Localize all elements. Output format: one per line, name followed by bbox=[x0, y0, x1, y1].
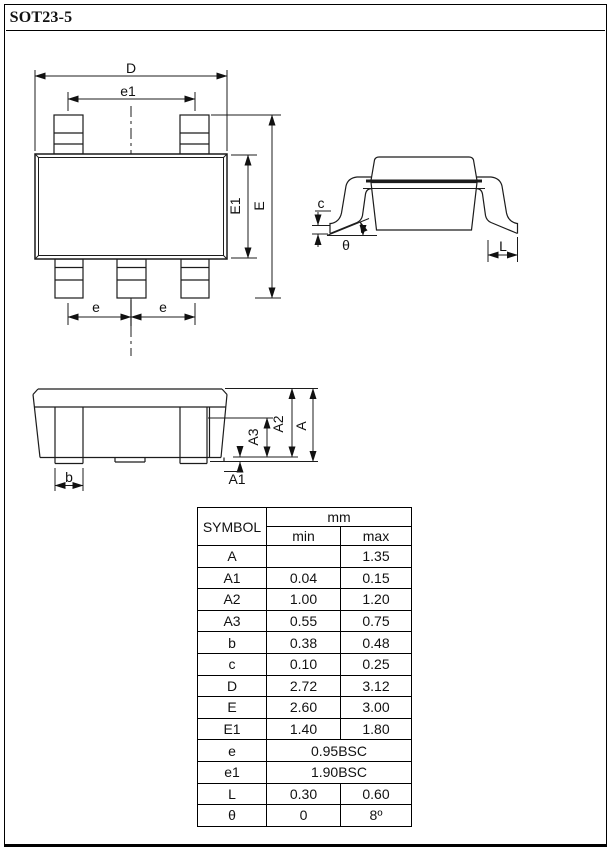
cell-symbol: A bbox=[198, 546, 267, 568]
cell-max: 8º bbox=[341, 805, 412, 827]
header-max: max bbox=[341, 527, 412, 546]
cell-min: 1.40 bbox=[267, 718, 341, 740]
label-A: A bbox=[293, 421, 309, 431]
label-theta: θ bbox=[342, 237, 350, 253]
header-min: min bbox=[267, 527, 341, 546]
table-row bbox=[198, 567, 412, 589]
table-row bbox=[198, 761, 412, 783]
label-E: E bbox=[251, 201, 267, 211]
pin-top-right bbox=[180, 115, 209, 154]
cell-max: 0.25 bbox=[341, 653, 412, 675]
cell-min: 0.38 bbox=[267, 632, 341, 654]
cell-symbol: c bbox=[198, 653, 267, 675]
table-row bbox=[198, 675, 412, 697]
cell-symbol: b bbox=[198, 632, 267, 654]
cell-max: 3.00 bbox=[341, 697, 412, 719]
table-row bbox=[198, 718, 412, 740]
cell-symbol: θ bbox=[198, 805, 267, 827]
cell-symbol: D bbox=[198, 675, 267, 697]
table-row bbox=[198, 740, 412, 762]
dim-A1 bbox=[224, 447, 240, 472]
lead-left bbox=[330, 177, 372, 234]
cell-min: 0 bbox=[267, 805, 341, 827]
pin-bottom-right bbox=[181, 259, 209, 298]
cell-min bbox=[267, 546, 341, 568]
header-unit: mm bbox=[267, 508, 412, 527]
cell-span-value: 1.90BSC bbox=[267, 761, 412, 783]
cell-min: 2.72 bbox=[267, 675, 341, 697]
label-e1: e1 bbox=[120, 83, 136, 99]
front-view bbox=[33, 389, 318, 492]
front-lead-right bbox=[180, 407, 207, 464]
cell-max: 1.80 bbox=[341, 718, 412, 740]
cell-min: 1.00 bbox=[267, 589, 341, 611]
cell-min: 0.55 bbox=[267, 610, 341, 632]
table-row bbox=[198, 589, 412, 611]
table-row bbox=[198, 546, 412, 568]
dim-e-pitch bbox=[68, 300, 195, 326]
cell-symbol: A3 bbox=[198, 610, 267, 632]
table-row bbox=[198, 783, 412, 805]
cell-span-value: 0.95BSC bbox=[267, 740, 412, 762]
table-row bbox=[198, 610, 412, 632]
table-row bbox=[198, 653, 412, 675]
label-e-left: e bbox=[92, 299, 100, 315]
front-lead-left bbox=[55, 407, 83, 464]
cell-min: 0.04 bbox=[267, 567, 341, 589]
label-e-right: e bbox=[159, 299, 167, 315]
table-row bbox=[198, 632, 412, 654]
label-A1: A1 bbox=[228, 471, 246, 487]
front-body bbox=[33, 389, 227, 458]
cell-symbol: L bbox=[198, 783, 267, 805]
body-lower bbox=[371, 183, 477, 231]
label-A2: A2 bbox=[270, 415, 286, 433]
cell-symbol: e1 bbox=[198, 761, 267, 783]
cell-max: 1.35 bbox=[341, 546, 412, 568]
top-view bbox=[35, 60, 281, 356]
cell-max: 0.60 bbox=[341, 783, 412, 805]
cell-min: 0.30 bbox=[267, 783, 341, 805]
label-A3: A3 bbox=[245, 428, 261, 446]
cell-symbol: E bbox=[198, 697, 267, 719]
body-outline bbox=[35, 154, 227, 259]
label-L: L bbox=[499, 238, 507, 254]
cell-max: 0.75 bbox=[341, 610, 412, 632]
label-E1: E1 bbox=[227, 197, 243, 215]
cell-max: 3.12 bbox=[341, 675, 412, 697]
cell-min: 0.10 bbox=[267, 653, 341, 675]
table-row bbox=[198, 805, 412, 827]
page-title: SOT23-5 bbox=[9, 8, 73, 26]
pin-bottom-middle bbox=[117, 259, 146, 298]
label-c: c bbox=[317, 195, 325, 211]
lead-right bbox=[476, 177, 518, 234]
body-top-cap bbox=[371, 157, 477, 181]
table-row bbox=[198, 697, 412, 719]
cell-symbol: e bbox=[198, 740, 267, 762]
cell-symbol: E1 bbox=[198, 718, 267, 740]
dimension-table bbox=[197, 507, 412, 827]
header-symbol: SYMBOL bbox=[198, 508, 267, 546]
front-center-tab bbox=[115, 458, 145, 463]
cell-max: 1.20 bbox=[341, 589, 412, 611]
dim-c bbox=[312, 211, 331, 247]
label-D: D bbox=[125, 60, 137, 76]
cell-max: 0.48 bbox=[341, 632, 412, 654]
table-header-row bbox=[198, 508, 412, 527]
pin-top-left bbox=[54, 115, 83, 154]
side-view bbox=[312, 157, 518, 262]
label-b: b bbox=[65, 469, 73, 485]
cell-max: 0.15 bbox=[341, 567, 412, 589]
cell-min: 2.60 bbox=[267, 697, 341, 719]
cell-symbol: A2 bbox=[198, 589, 267, 611]
dim-theta bbox=[327, 219, 377, 236]
cell-symbol: A1 bbox=[198, 567, 267, 589]
pin-bottom-left bbox=[55, 259, 83, 298]
